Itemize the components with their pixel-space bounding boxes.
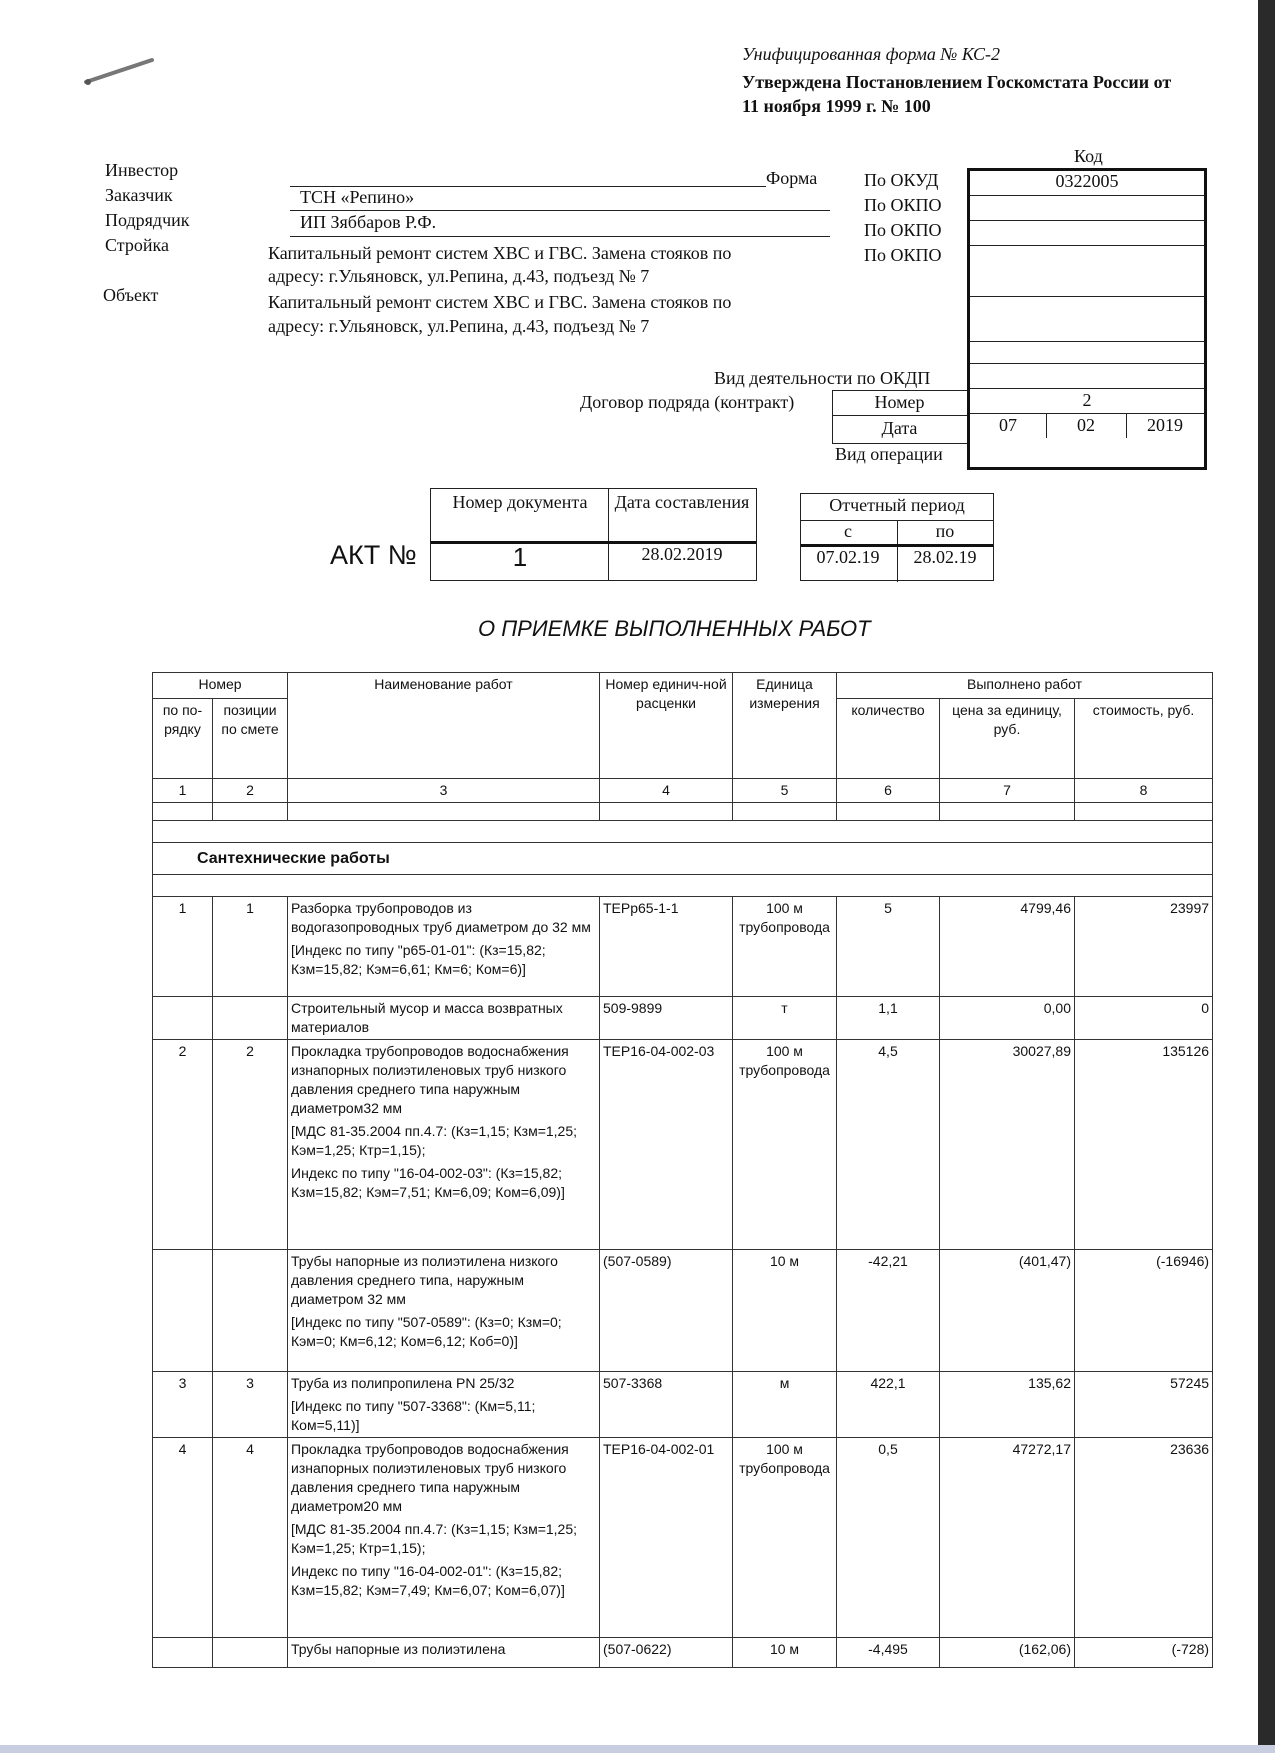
cell-position [213, 1638, 288, 1668]
work-note: [МДС 81-35.2004 пп.4.7: (Кз=1,15; Кзм=1,25; Кэм=1,25; Ктр=1,15); [291, 1123, 578, 1158]
contract-date-year: 2019 [1147, 415, 1183, 435]
act-title: О ПРИЕМКЕ ВЫПОЛНЕННЫХ РАБОТ [478, 616, 871, 641]
cell-name [288, 897, 600, 997]
section-title: Сантехнические работы [153, 843, 1213, 875]
cell-cost: (-16946) [1075, 1250, 1213, 1372]
header-unit: Единица измерения [733, 673, 837, 779]
site-value-line-1: Капитальный ремонт систем ХВС и ГВС. Замена стояков по [268, 243, 732, 263]
header-number: Номер [153, 673, 288, 699]
approved-line-2: 11 ноября 1999 г. № 100 [742, 96, 931, 116]
cell-name [288, 1372, 600, 1438]
scan-bottom-edge [0, 1745, 1275, 1753]
header-cost: стоимость, руб. [1075, 699, 1213, 779]
cell-cost: 135126 [1075, 1040, 1213, 1250]
cell-order: 1 [153, 897, 213, 997]
staple-mark [80, 52, 160, 88]
cell-price: (162,06) [940, 1638, 1075, 1668]
object-label: Объект [103, 285, 159, 305]
cell-order: 4 [153, 1438, 213, 1638]
customer-label: Заказчик [105, 185, 173, 205]
col-num-1: 1 [153, 779, 213, 803]
cell-rate: ТЕР16-04-002-01 [600, 1438, 733, 1638]
col-num-4: 4 [600, 779, 733, 803]
cell-name [288, 1638, 600, 1668]
contractor-label: Подрядчик [105, 210, 190, 230]
okpo-label-3: По ОКПО [864, 245, 942, 265]
cell-rate: ТЕРр65-1-1 [600, 897, 733, 997]
table-body [153, 897, 1213, 1668]
cell-price: 135,62 [940, 1372, 1075, 1438]
cell-rate: (507-0622) [600, 1638, 733, 1668]
cell-price: 47272,17 [940, 1438, 1075, 1638]
cell-qty: 0,5 [837, 1438, 940, 1638]
act-label: АКТ № [330, 540, 417, 570]
cell-unit: 100 м трубопровода [733, 1040, 837, 1250]
cell-position: 2 [213, 1040, 288, 1250]
cell-qty: -4,495 [837, 1638, 940, 1668]
cell-position [213, 1250, 288, 1372]
cell-unit: 100 м трубопровода [733, 897, 837, 997]
cell-qty: -42,21 [837, 1250, 940, 1372]
period-to-value: 28.02.19 [913, 547, 977, 567]
header-done: Выполнено работ [837, 673, 1213, 699]
object-value-line-2: адресу: г.Ульяновск, ул.Репина, д.43, подъезд № 7 [268, 316, 650, 336]
period-label: Отчетный период [829, 495, 965, 515]
col-num-3: 3 [288, 779, 600, 803]
work-name: Строительный мусор и масса возвратных материалов [291, 1000, 563, 1035]
operation-label: Вид операции [835, 444, 943, 464]
table-row [153, 1438, 1213, 1638]
okdp-label: Вид деятельности по ОКДП [714, 368, 931, 388]
table-row [153, 997, 1213, 1040]
site-label: Стройка [105, 235, 169, 255]
code-label: Код [1074, 146, 1103, 166]
okpo-label-2: По ОКПО [864, 220, 942, 240]
form-label: Форма [766, 168, 818, 188]
cell-cost: 0 [1075, 997, 1213, 1040]
cell-qty: 1,1 [837, 997, 940, 1040]
work-name: Разборка трубопроводов из водогазопроводных труб диаметром до 32 мм [291, 900, 591, 935]
works-table [152, 672, 1212, 1668]
okud-label: По ОКУД [864, 170, 939, 190]
cell-name [288, 997, 600, 1040]
cell-rate: (507-0589) [600, 1250, 733, 1372]
cell-name [288, 1250, 600, 1372]
cell-order [153, 997, 213, 1040]
doc-number-label: Номер документа [452, 492, 588, 512]
cell-order [153, 1250, 213, 1372]
cell-unit: 10 м [733, 1638, 837, 1668]
col-num-7: 7 [940, 779, 1075, 803]
work-name: Прокладка трубопроводов водоснабжения изнапорных полиэтиленовых труб низкого давления среднего типа наружным диаметром20 мм [291, 1441, 569, 1514]
investor-label: Инвестор [105, 160, 179, 180]
cell-cost: 23636 [1075, 1438, 1213, 1638]
contract-number-value: 2 [1082, 390, 1092, 410]
customer-underline [290, 210, 830, 211]
okpo-label-1: По ОКПО [864, 195, 942, 215]
cell-cost: 57245 [1075, 1372, 1213, 1438]
work-name: Труба из полипропилена PN 25/32 [291, 1375, 515, 1391]
cell-unit: т [733, 997, 837, 1040]
work-note: [Индекс по типу "507-0589": (Кз=0; Кзм=0; Кэм=0; Км=6,12; Ком=6,12; Коб=0)] [291, 1314, 562, 1349]
cell-rate: ТЕР16-04-002-03 [600, 1040, 733, 1250]
cell-order: 3 [153, 1372, 213, 1438]
cell-rate: 509-9899 [600, 997, 733, 1040]
cell-qty: 4,5 [837, 1040, 940, 1250]
cell-cost: (-728) [1075, 1638, 1213, 1668]
cell-rate: 507-3368 [600, 1372, 733, 1438]
cell-price: 4799,46 [940, 897, 1075, 997]
date-label: Дата [881, 418, 918, 438]
cell-qty: 422,1 [837, 1372, 940, 1438]
form-title: Унифицированная форма № КС-2 [742, 44, 1001, 64]
header-price: цена за единицу, руб. [940, 699, 1075, 779]
cell-name [288, 1040, 600, 1250]
doc-number-value: 1 [512, 542, 528, 572]
period-to-label: по [935, 521, 955, 541]
table-row [153, 897, 1213, 997]
header-qty: количество [837, 699, 940, 779]
period-from-label: с [844, 521, 852, 541]
cell-position: 4 [213, 1438, 288, 1638]
codes-box [967, 168, 1207, 470]
customer-value: ТСН «Репино» [300, 187, 415, 207]
number-label: Номер [874, 392, 925, 412]
cell-position: 1 [213, 897, 288, 997]
col-num-2: 2 [213, 779, 288, 803]
work-name: Трубы напорные из полиэтилена [291, 1641, 506, 1657]
col-num-5: 5 [733, 779, 837, 803]
cell-unit: 10 м [733, 1250, 837, 1372]
cell-price: 30027,89 [940, 1040, 1075, 1250]
table-row [153, 1040, 1213, 1250]
scan-edge [1258, 0, 1275, 1753]
header-name: Наименование работ [288, 673, 600, 779]
contract-date-day: 07 [999, 415, 1017, 435]
cell-position: 3 [213, 1372, 288, 1438]
work-note: [Индекс по типу "507-3368": (Км=5,11; Ком=5,11)] [291, 1398, 536, 1433]
table-row [153, 1250, 1213, 1372]
contractor-underline [290, 236, 830, 237]
site-value-line-2: адресу: г.Ульяновск, ул.Репина, д.43, подъезд № 7 [268, 266, 650, 286]
work-name: Прокладка трубопроводов водоснабжения изнапорных полиэтиленовых труб низкого давления среднего типа наружным диаметром32 мм [291, 1043, 569, 1116]
contractor-value: ИП Зяббаров Р.Ф. [300, 212, 437, 232]
period-from-value: 07.02.19 [816, 547, 880, 567]
cell-price: 0,00 [940, 997, 1075, 1040]
table-row [153, 1372, 1213, 1438]
cell-unit: 100 м трубопровода [733, 1438, 837, 1638]
work-name: Трубы напорные из полиэтилена низкого давления среднего типа, наружным диаметром 32 мм [291, 1253, 558, 1307]
cell-order [153, 1638, 213, 1668]
header-position: позиции по смете [213, 699, 288, 779]
header-rate: Номер единич-ной расценки [600, 673, 733, 779]
col-num-8: 8 [1075, 779, 1213, 803]
cell-cost: 23997 [1075, 897, 1213, 997]
work-note: [Индекс по типу "р65-01-01": (Кз=15,82; Кзм=15,82; Кэм=6,61; Км=6; Ком=6)] [291, 942, 546, 977]
cell-qty: 5 [837, 897, 940, 997]
cell-position [213, 997, 288, 1040]
header-order: по по-рядку [153, 699, 213, 779]
col-num-6: 6 [837, 779, 940, 803]
cell-name [288, 1438, 600, 1638]
contract-label: Договор подряда (контракт) [580, 392, 795, 412]
cell-unit: м [733, 1372, 837, 1438]
work-note: Индекс по типу "16-04-002-01": (Кз=15,82; Кзм=15,82; Кэм=7,49; Км=6,07; Ком=6,07)] [291, 1563, 565, 1598]
approved-line-1: Утверждена Постановлением Госкомстата России от [742, 72, 1172, 92]
okud-value: 0322005 [1055, 171, 1119, 191]
doc-date-value: 28.02.2019 [641, 544, 723, 564]
table-row [153, 1638, 1213, 1668]
cell-order: 2 [153, 1040, 213, 1250]
work-note: [МДС 81-35.2004 пп.4.7: (Кз=1,15; Кзм=1,25; Кэм=1,25; Ктр=1,15); [291, 1521, 578, 1556]
doc-date-label: Дата составления [614, 492, 750, 512]
object-value-line-1: Капитальный ремонт систем ХВС и ГВС. Замена стояков по [268, 292, 732, 312]
contract-date-month: 02 [1077, 415, 1095, 435]
work-note: Индекс по типу "16-04-002-03": (Кз=15,82; Кзм=15,82; Кэм=7,51; Км=6,09; Ком=6,09)] [291, 1165, 565, 1200]
cell-price: (401,47) [940, 1250, 1075, 1372]
